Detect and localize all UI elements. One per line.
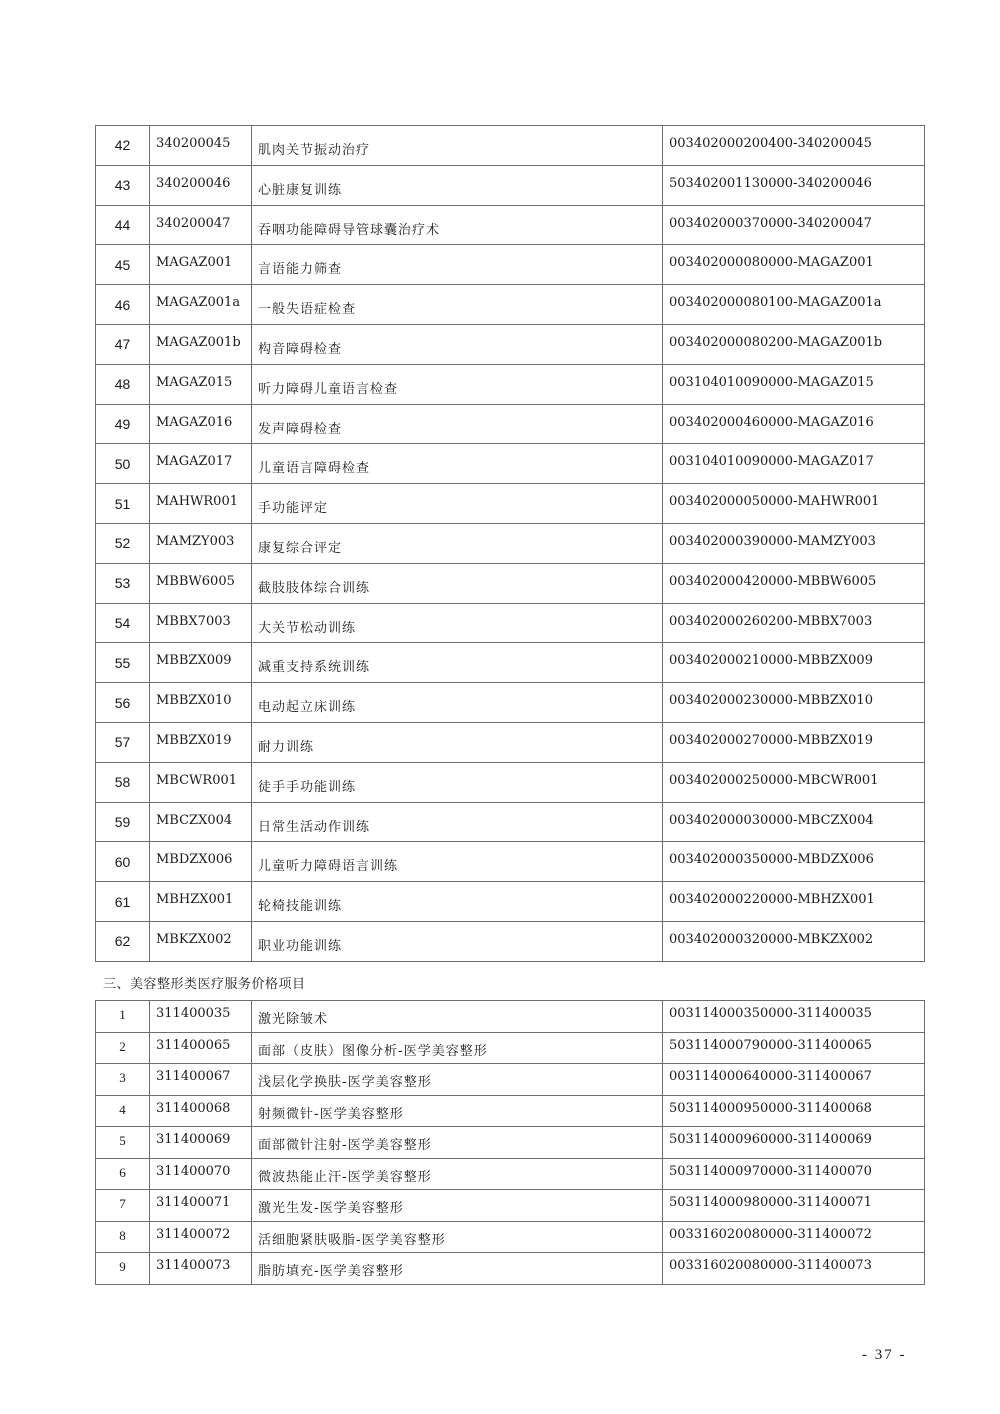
- cosmetic-items-table-body: [96, 1001, 925, 1285]
- item-reference-code: 003104010090000-MAGAZ017: [663, 444, 925, 484]
- table-row: [96, 1190, 925, 1222]
- item-name: 浅层化学换肤-医学美容整形: [252, 1064, 663, 1096]
- item-reference-code: 003402000270000-MBBZX019: [663, 722, 925, 762]
- table-row: [96, 882, 925, 922]
- item-code: MAGAZ016: [150, 404, 252, 444]
- item-name: 康复综合评定: [252, 523, 663, 563]
- item-code: 311400065: [150, 1032, 252, 1064]
- table-row: [96, 1158, 925, 1190]
- item-name: 构音障碍检查: [252, 324, 663, 364]
- table-row: [96, 683, 925, 723]
- item-name: 徒手手功能训练: [252, 762, 663, 802]
- item-reference-code: 003402000080000-MAGAZ001: [663, 245, 925, 285]
- item-name: 吞咽功能障碍导管球囊治疗术: [252, 205, 663, 245]
- item-code: 311400035: [150, 1001, 252, 1033]
- item-code: MBBZX010: [150, 683, 252, 723]
- item-name: 听力障碍儿童语言检查: [252, 364, 663, 404]
- table-row: [96, 165, 925, 205]
- table-row: [96, 643, 925, 683]
- table-row: [96, 245, 925, 285]
- item-code: 311400070: [150, 1158, 252, 1190]
- item-reference-code: 503114000790000-311400065: [663, 1032, 925, 1064]
- row-index: 61: [96, 882, 150, 922]
- row-index: 44: [96, 205, 150, 245]
- item-reference-code: 003104010090000-MAGAZ015: [663, 364, 925, 404]
- item-reference-code: 003402000080200-MAGAZ001b: [663, 324, 925, 364]
- item-name: 肌肉关节振动治疗: [252, 126, 663, 166]
- item-name: 心脏康复训练: [252, 165, 663, 205]
- row-index: 47: [96, 324, 150, 364]
- item-code: MAGAZ001b: [150, 324, 252, 364]
- item-reference-code: 003402000460000-MAGAZ016: [663, 404, 925, 444]
- item-reference-code: 003402000030000-MBCZX004: [663, 802, 925, 842]
- item-name: 激光生发-医学美容整形: [252, 1190, 663, 1222]
- item-code: 311400072: [150, 1221, 252, 1253]
- row-index: 56: [96, 683, 150, 723]
- price-items-table-body: [96, 126, 925, 962]
- table-row: [96, 205, 925, 245]
- table-row: [96, 802, 925, 842]
- item-name: 截肢肢体综合训练: [252, 563, 663, 603]
- item-reference-code: 003402000370000-340200047: [663, 205, 925, 245]
- row-index: 51: [96, 484, 150, 524]
- item-name: 一般失语症检查: [252, 285, 663, 325]
- item-reference-code: 003316020080000-311400073: [663, 1253, 925, 1285]
- row-index: 50: [96, 444, 150, 484]
- item-name: 大关节松动训练: [252, 603, 663, 643]
- row-index: 1: [96, 1001, 150, 1033]
- item-name: 言语能力筛查: [252, 245, 663, 285]
- row-index: 60: [96, 842, 150, 882]
- table-row: [96, 126, 925, 166]
- item-code: 311400067: [150, 1064, 252, 1096]
- table-row: [96, 1064, 925, 1096]
- table-row: [96, 842, 925, 882]
- row-index: 2: [96, 1032, 150, 1064]
- item-name: 减重支持系统训练: [252, 643, 663, 683]
- row-index: 9: [96, 1253, 150, 1285]
- row-index: 59: [96, 802, 150, 842]
- item-name: 脂肪填充-医学美容整形: [252, 1253, 663, 1285]
- row-index: 45: [96, 245, 150, 285]
- row-index: 48: [96, 364, 150, 404]
- row-index: 57: [96, 722, 150, 762]
- page-number: - 37 -: [862, 1347, 907, 1363]
- item-reference-code: 003402000210000-MBBZX009: [663, 643, 925, 683]
- item-reference-code: 003402000250000-MBCWR001: [663, 762, 925, 802]
- item-name: 儿童听力障碍语言训练: [252, 842, 663, 882]
- item-code: MBBX7003: [150, 603, 252, 643]
- item-name: 面部（皮肤）图像分析-医学美容整形: [252, 1032, 663, 1064]
- item-code: MBBZX009: [150, 643, 252, 683]
- item-reference-code: 003402000050000-MAHWR001: [663, 484, 925, 524]
- table-row: [96, 1095, 925, 1127]
- table-row: [96, 762, 925, 802]
- item-reference-code: 003402000350000-MBDZX006: [663, 842, 925, 882]
- row-index: 5: [96, 1127, 150, 1159]
- row-index: 58: [96, 762, 150, 802]
- item-code: 311400069: [150, 1127, 252, 1159]
- row-index: 54: [96, 603, 150, 643]
- table-row: [96, 444, 925, 484]
- item-reference-code: 503402001130000-340200046: [663, 165, 925, 205]
- item-name: 儿童语言障碍检查: [252, 444, 663, 484]
- item-reference-code: 003402000390000-MAMZY003: [663, 523, 925, 563]
- cosmetic-items-table: [95, 1000, 925, 1285]
- item-code: 340200045: [150, 126, 252, 166]
- table-row: [96, 404, 925, 444]
- item-reference-code: 003402000220000-MBHZX001: [663, 882, 925, 922]
- item-code: MBCZX004: [150, 802, 252, 842]
- item-name: 电动起立床训练: [252, 683, 663, 723]
- item-reference-code: 003402000230000-MBBZX010: [663, 683, 925, 723]
- row-index: 46: [96, 285, 150, 325]
- row-index: 53: [96, 563, 150, 603]
- item-name: 面部微针注射-医学美容整形: [252, 1127, 663, 1159]
- row-index: 7: [96, 1190, 150, 1222]
- item-name: 激光除皱术: [252, 1001, 663, 1033]
- row-index: 62: [96, 921, 150, 961]
- table-row: [96, 324, 925, 364]
- section-title: 三、美容整形类医疗服务价格项目: [103, 977, 306, 992]
- item-code: 311400073: [150, 1253, 252, 1285]
- item-reference-code: 003114000350000-311400035: [663, 1001, 925, 1033]
- table-row: [96, 563, 925, 603]
- table-row: [96, 722, 925, 762]
- row-index: 55: [96, 643, 150, 683]
- item-code: 311400071: [150, 1190, 252, 1222]
- item-reference-code: 003402000080100-MAGAZ001a: [663, 285, 925, 325]
- row-index: 8: [96, 1221, 150, 1253]
- item-reference-code: 503114000980000-311400071: [663, 1190, 925, 1222]
- item-reference-code: 503114000970000-311400070: [663, 1158, 925, 1190]
- item-code: MAGAZ001: [150, 245, 252, 285]
- item-code: MAGAZ001a: [150, 285, 252, 325]
- row-index: 42: [96, 126, 150, 166]
- table-row: [96, 603, 925, 643]
- item-reference-code: 503114000960000-311400069: [663, 1127, 925, 1159]
- item-reference-code: 003402000420000-MBBW6005: [663, 563, 925, 603]
- price-items-table: [95, 125, 925, 962]
- table-row: [96, 921, 925, 961]
- item-name: 职业功能训练: [252, 921, 663, 961]
- item-reference-code: 003402000260200-MBBX7003: [663, 603, 925, 643]
- item-reference-code: 003316020080000-311400072: [663, 1221, 925, 1253]
- row-index: 4: [96, 1095, 150, 1127]
- item-name: 发声障碍检查: [252, 404, 663, 444]
- item-code: MAGAZ017: [150, 444, 252, 484]
- row-index: 43: [96, 165, 150, 205]
- row-index: 3: [96, 1064, 150, 1096]
- item-code: 311400068: [150, 1095, 252, 1127]
- item-code: MAGAZ015: [150, 364, 252, 404]
- item-reference-code: 003402000200400-340200045: [663, 126, 925, 166]
- item-name: 活细胞紧肤吸脂-医学美容整形: [252, 1221, 663, 1253]
- table-row: [96, 1253, 925, 1285]
- item-code: MBDZX006: [150, 842, 252, 882]
- row-index: 49: [96, 404, 150, 444]
- item-reference-code: 003114000640000-311400067: [663, 1064, 925, 1096]
- item-code: MBHZX001: [150, 882, 252, 922]
- item-name: 日常生活动作训练: [252, 802, 663, 842]
- table-row: [96, 484, 925, 524]
- item-code: MBKZX002: [150, 921, 252, 961]
- item-code: 340200046: [150, 165, 252, 205]
- table-row: [96, 285, 925, 325]
- table-row: [96, 1127, 925, 1159]
- item-code: MBBZX019: [150, 722, 252, 762]
- item-reference-code: 503114000950000-311400068: [663, 1095, 925, 1127]
- item-name: 轮椅技能训练: [252, 882, 663, 922]
- table-row: [96, 364, 925, 404]
- table-row: [96, 1001, 925, 1033]
- item-code: MBCWR001: [150, 762, 252, 802]
- row-index: 6: [96, 1158, 150, 1190]
- item-name: 射频微针-医学美容整形: [252, 1095, 663, 1127]
- item-reference-code: 003402000320000-MBKZX002: [663, 921, 925, 961]
- item-code: MAMZY003: [150, 523, 252, 563]
- table-row: [96, 523, 925, 563]
- item-name: 微波热能止汗-医学美容整形: [252, 1158, 663, 1190]
- table-row: [96, 1032, 925, 1064]
- table-row: [96, 1221, 925, 1253]
- item-code: MAHWR001: [150, 484, 252, 524]
- row-index: 52: [96, 523, 150, 563]
- item-code: MBBW6005: [150, 563, 252, 603]
- item-code: 340200047: [150, 205, 252, 245]
- item-name: 耐力训练: [252, 722, 663, 762]
- item-name: 手功能评定: [252, 484, 663, 524]
